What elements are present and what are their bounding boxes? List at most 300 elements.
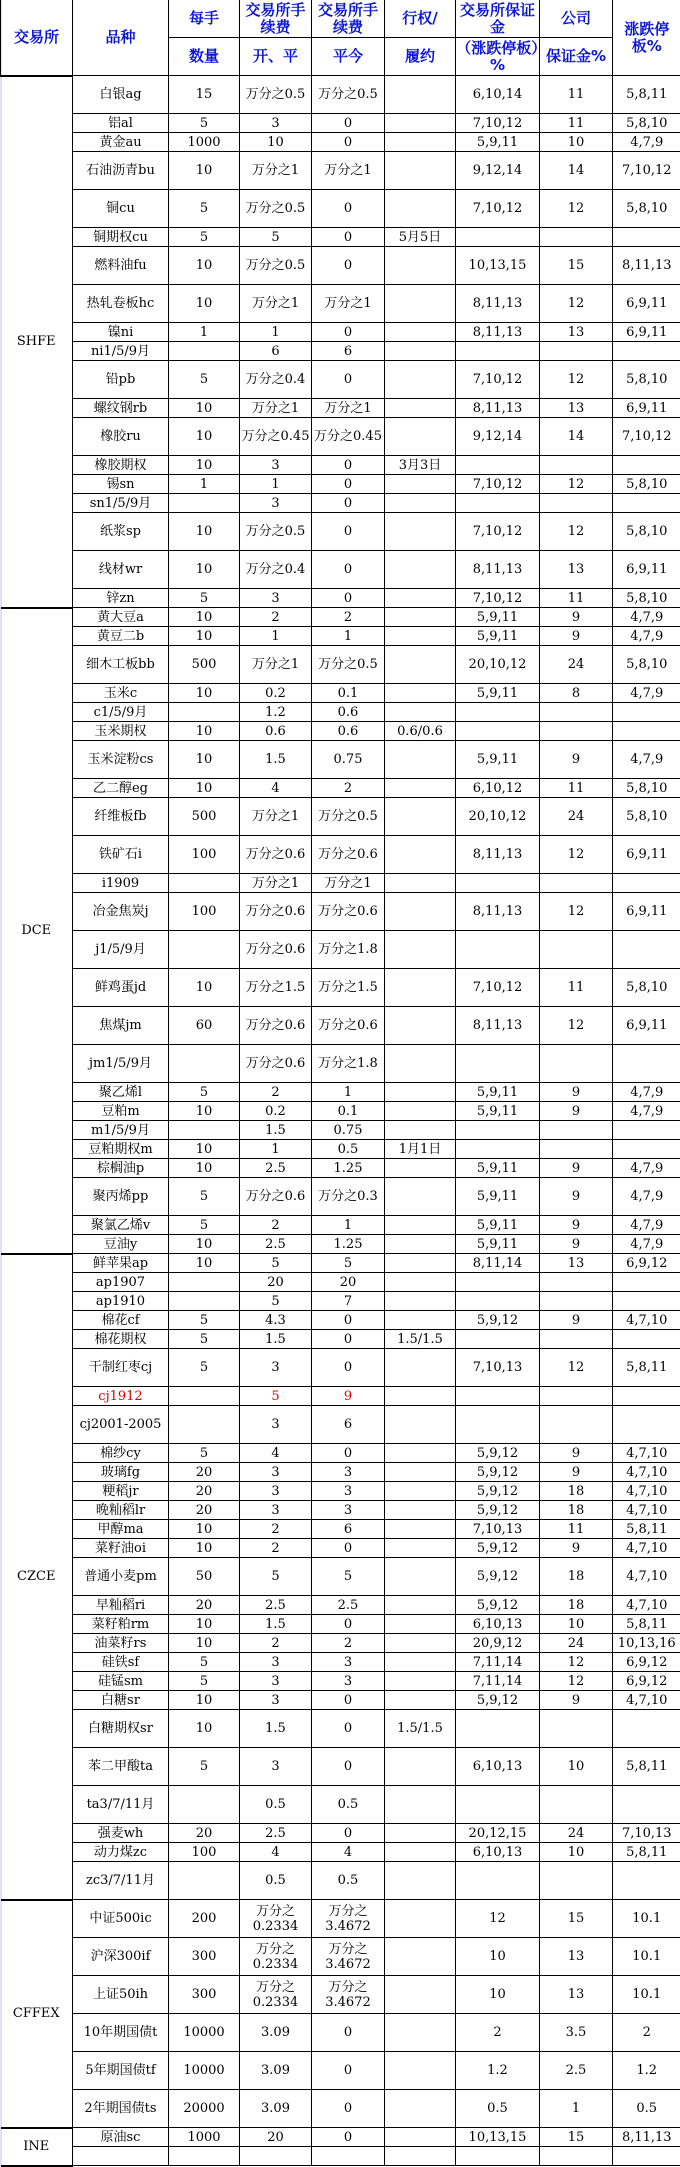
- lot-size-cell: [169, 931, 240, 969]
- fee-open-close-cell: 3: [240, 1482, 312, 1501]
- exchange-margin-cell: [456, 931, 540, 969]
- product-name-cell: c1/5/9月: [73, 703, 169, 722]
- table-row: [1, 1102, 680, 1121]
- product-name-cell: 棉花cf: [73, 1311, 169, 1330]
- price-limit-cell: [613, 1121, 680, 1140]
- price-limit-cell: 6,9,12: [613, 1672, 680, 1691]
- table-row: [1, 190, 680, 228]
- exercise-cell: [385, 76, 456, 114]
- lot-size-cell: 10: [169, 152, 240, 190]
- company-margin-cell: 8: [540, 684, 613, 703]
- lot-size-cell: 20: [169, 1501, 240, 1520]
- lot-size-cell: 10: [169, 722, 240, 741]
- table-row: [1, 1824, 680, 1843]
- table-row: [1, 1558, 680, 1596]
- exercise-cell: [385, 247, 456, 285]
- company-margin-cell: [540, 1273, 613, 1292]
- table-row: [1, 342, 680, 361]
- lot-size-cell: [169, 1045, 240, 1083]
- price-limit-cell: 7,10,12: [613, 152, 680, 190]
- exercise-cell: [385, 1558, 456, 1596]
- exchange-margin-cell: 5,9,11: [456, 133, 540, 152]
- table-row: [1, 2014, 680, 2052]
- exercise-cell: [385, 1463, 456, 1482]
- company-margin-cell: 12: [540, 836, 613, 874]
- company-margin-cell: [540, 1710, 613, 1748]
- fee-open-close-cell: 万分之0.4: [240, 361, 312, 399]
- company-margin-cell: 12: [540, 190, 613, 228]
- exchange-margin-cell: 1.2: [456, 2052, 540, 2090]
- fee-close-today-cell: 9: [312, 1387, 385, 1406]
- fee-close-today-cell: 3: [312, 1501, 385, 1520]
- fee-close-today-cell: 5: [312, 1254, 385, 1273]
- company-margin-cell: 15: [540, 247, 613, 285]
- table-row: [1, 1311, 680, 1330]
- fee-close-today-cell: 0: [312, 551, 385, 589]
- exchange-margin-cell: 8,11,13: [456, 1007, 540, 1045]
- company-margin-cell: 13: [540, 1254, 613, 1273]
- company-margin-cell: 11: [540, 589, 613, 608]
- table-row: [1, 1596, 680, 1615]
- fee-close-today-cell: 0: [312, 2014, 385, 2052]
- lot-size-cell: 20: [169, 1463, 240, 1482]
- price-limit-cell: [613, 1140, 680, 1159]
- product-name-cell: ta3/7/11月: [73, 1786, 169, 1824]
- company-margin-cell: 18: [540, 1558, 613, 1596]
- exchange-cell: SHFE: [1, 76, 73, 608]
- lot-size-cell: 5: [169, 361, 240, 399]
- product-name-cell: m1/5/9月: [73, 1121, 169, 1140]
- table-row: [1, 779, 680, 798]
- product-name-cell: 干制红枣cj: [73, 1349, 169, 1387]
- exchange-margin-cell: 6,10,14: [456, 76, 540, 114]
- product-name-cell: 粳稻jr: [73, 1482, 169, 1501]
- exercise-cell: [385, 2052, 456, 2090]
- exercise-cell: 1月1日: [385, 1140, 456, 1159]
- price-limit-cell: 4,7,10: [613, 1558, 680, 1596]
- fee-open-close-cell: 2.5: [240, 1159, 312, 1178]
- price-limit-cell: 4,7,9: [613, 684, 680, 703]
- product-name-cell: 燃料油fu: [73, 247, 169, 285]
- product-name-cell: ap1907: [73, 1273, 169, 1292]
- table-row: [1, 1216, 680, 1235]
- table-row: [1, 1444, 680, 1463]
- fee-open-close-cell: 2.5: [240, 1824, 312, 1843]
- product-name-cell: 橡胶ru: [73, 418, 169, 456]
- price-limit-cell: 4,7,9: [613, 1102, 680, 1121]
- fee-open-close-cell: 1.5: [240, 1330, 312, 1349]
- lot-size-cell: 10: [169, 1520, 240, 1539]
- company-margin-cell: 9: [540, 1216, 613, 1235]
- fee-open-close-cell: 0.2: [240, 684, 312, 703]
- fee-close-today-cell: 0: [312, 1615, 385, 1634]
- company-margin-cell: [540, 931, 613, 969]
- product-name-cell: 石油沥青bu: [73, 152, 169, 190]
- price-limit-cell: [613, 722, 680, 741]
- lot-size-cell: 10: [169, 969, 240, 1007]
- company-margin-cell: 9: [540, 1235, 613, 1254]
- price-limit-cell: [613, 456, 680, 475]
- exercise-cell: [385, 1102, 456, 1121]
- lot-size-cell: 10: [169, 779, 240, 798]
- price-limit-cell: 5,8,11: [613, 76, 680, 114]
- fee-open-close-cell: 2.5: [240, 1596, 312, 1615]
- table-row: [1, 418, 680, 456]
- fee-open-close-cell: [240, 2147, 312, 2166]
- exchange-margin-cell: 7,10,13: [456, 1349, 540, 1387]
- company-margin-cell: 12: [540, 475, 613, 494]
- lot-size-cell: 10: [169, 551, 240, 589]
- price-limit-cell: 10.1: [613, 1938, 680, 1976]
- fee-open-close-cell: 3: [240, 589, 312, 608]
- exercise-cell: 1.5/1.5: [385, 1710, 456, 1748]
- exercise-cell: [385, 1159, 456, 1178]
- product-name-cell: jm1/5/9月: [73, 1045, 169, 1083]
- product-name-cell: 铝al: [73, 114, 169, 133]
- table-row: [1, 2128, 680, 2147]
- company-margin-cell: 12: [540, 1349, 613, 1387]
- lot-size-cell: 10: [169, 1615, 240, 1634]
- price-limit-cell: 2: [613, 2014, 680, 2052]
- exchange-margin-cell: 8,11,13: [456, 893, 540, 931]
- exchange-margin-cell: 0.5: [456, 2090, 540, 2128]
- exercise-cell: [385, 1520, 456, 1539]
- fee-open-close-cell: 1: [240, 1140, 312, 1159]
- product-name-cell: 玉米c: [73, 684, 169, 703]
- fee-open-close-cell: 2: [240, 1083, 312, 1102]
- exchange-margin-cell: 8,11,13: [456, 836, 540, 874]
- header-fee-today-top: 交易所手续费: [312, 0, 385, 38]
- fee-close-today-cell: 0: [312, 190, 385, 228]
- price-limit-cell: 6,9,12: [613, 1653, 680, 1672]
- fee-close-today-cell: 0: [312, 1539, 385, 1558]
- exchange-margin-cell: 5,9,12: [456, 1463, 540, 1482]
- fee-close-today-cell: 0: [312, 475, 385, 494]
- fee-open-close-cell: 3: [240, 1653, 312, 1672]
- product-name-cell: 苯二甲酸ta: [73, 1748, 169, 1786]
- product-name-cell: 豆粕期权m: [73, 1140, 169, 1159]
- fee-close-today-cell: 3: [312, 1463, 385, 1482]
- lot-size-cell: 5: [169, 1653, 240, 1672]
- lot-size-cell: 20000: [169, 2090, 240, 2128]
- company-margin-cell: 9: [540, 1159, 613, 1178]
- product-name-cell: 纤维板fb: [73, 798, 169, 836]
- exercise-cell: [385, 285, 456, 323]
- exchange-margin-cell: [456, 1406, 540, 1444]
- product-name-cell: 硅铁sf: [73, 1653, 169, 1672]
- fee-close-today-cell: 0: [312, 1311, 385, 1330]
- product-name-cell: 早籼稻ri: [73, 1596, 169, 1615]
- exercise-cell: [385, 323, 456, 342]
- exchange-margin-cell: 5,9,12: [456, 1311, 540, 1330]
- company-margin-cell: 15: [540, 1900, 613, 1938]
- exchange-margin-cell: 5,9,11: [456, 1083, 540, 1102]
- lot-size-cell: 10: [169, 399, 240, 418]
- fee-open-close-cell: 万分之0.6: [240, 1007, 312, 1045]
- fee-open-close-cell: 4: [240, 1843, 312, 1862]
- table-row: [1, 741, 680, 779]
- company-margin-cell: 9: [540, 627, 613, 646]
- price-limit-cell: 4,7,9: [613, 1216, 680, 1235]
- company-margin-cell: [540, 342, 613, 361]
- fee-close-today-cell: 0: [312, 1710, 385, 1748]
- fee-open-close-cell: 万分之0.6: [240, 1045, 312, 1083]
- fee-open-close-cell: 万分之1: [240, 646, 312, 684]
- exchange-margin-cell: 20,10,12: [456, 798, 540, 836]
- lot-size-cell: [169, 494, 240, 513]
- exchange-margin-cell: [456, 494, 540, 513]
- fee-open-close-cell: 万分之0.6: [240, 931, 312, 969]
- fee-open-close-cell: 1: [240, 627, 312, 646]
- table-row: [1, 361, 680, 399]
- lot-size-cell: 5: [169, 114, 240, 133]
- company-margin-cell: 13: [540, 323, 613, 342]
- fee-close-today-cell: 0.6: [312, 722, 385, 741]
- table-row: [1, 494, 680, 513]
- fee-open-close-cell: 3: [240, 114, 312, 133]
- price-limit-cell: 10.1: [613, 1976, 680, 2014]
- fee-close-today-cell: 0: [312, 494, 385, 513]
- fee-open-close-cell: 0.2: [240, 1102, 312, 1121]
- table-row: [1, 475, 680, 494]
- price-limit-cell: 4,7,10: [613, 1691, 680, 1710]
- exchange-margin-cell: 9,12,14: [456, 418, 540, 456]
- lot-size-cell: 5: [169, 1311, 240, 1330]
- exchange-margin-cell: 6,10,13: [456, 1615, 540, 1634]
- product-name-cell: 强麦wh: [73, 1824, 169, 1843]
- fee-open-close-cell: 1: [240, 475, 312, 494]
- fee-open-close-cell: 5: [240, 1292, 312, 1311]
- company-margin-cell: [540, 1121, 613, 1140]
- fee-close-today-cell: 3: [312, 1672, 385, 1691]
- exchange-margin-cell: 7,10,12: [456, 114, 540, 133]
- fee-close-today-cell: 7: [312, 1292, 385, 1311]
- product-name-cell: 热轧卷板hc: [73, 285, 169, 323]
- exchange-margin-cell: 10: [456, 1938, 540, 1976]
- table-row: [1, 1330, 680, 1349]
- lot-size-cell: 10: [169, 627, 240, 646]
- company-margin-cell: 12: [540, 1653, 613, 1672]
- company-margin-cell: [540, 228, 613, 247]
- lot-size-cell: 500: [169, 798, 240, 836]
- fee-open-close-cell: 万分之1: [240, 285, 312, 323]
- fee-close-today-cell: 0.5: [312, 1786, 385, 1824]
- exchange-cell: INE: [1, 2128, 73, 2166]
- product-name-cell: 鲜鸡蛋jd: [73, 969, 169, 1007]
- exchange-margin-cell: 5,9,11: [456, 684, 540, 703]
- company-margin-cell: 9: [540, 1102, 613, 1121]
- product-name-cell: 豆油y: [73, 1235, 169, 1254]
- exchange-margin-cell: 7,10,13: [456, 1520, 540, 1539]
- product-name-cell: 橡胶期权: [73, 456, 169, 475]
- exercise-cell: [385, 1083, 456, 1102]
- price-limit-cell: 5,8,10: [613, 361, 680, 399]
- price-limit-cell: [613, 1273, 680, 1292]
- fee-open-close-cell: 0.5: [240, 1862, 312, 1900]
- price-limit-cell: 5,8,10: [613, 779, 680, 798]
- fee-open-close-cell: 1.5: [240, 1710, 312, 1748]
- company-margin-cell: [540, 494, 613, 513]
- company-margin-cell: 13: [540, 1976, 613, 2014]
- fee-close-today-cell: 0.75: [312, 1121, 385, 1140]
- table-row: [1, 399, 680, 418]
- fee-close-today-cell: 0: [312, 133, 385, 152]
- fee-close-today-cell: 2.5: [312, 1596, 385, 1615]
- fee-open-close-cell: 20: [240, 2128, 312, 2147]
- exercise-cell: [385, 418, 456, 456]
- fee-close-today-cell: 6: [312, 1406, 385, 1444]
- exchange-margin-cell: [456, 703, 540, 722]
- lot-size-cell: 100: [169, 1843, 240, 1862]
- company-margin-cell: 9: [540, 1444, 613, 1463]
- price-limit-cell: [613, 1292, 680, 1311]
- exchange-margin-cell: 7,10,12: [456, 969, 540, 1007]
- product-name-cell: 普通小麦pm: [73, 1558, 169, 1596]
- exercise-cell: [385, 779, 456, 798]
- fee-close-today-cell: 0: [312, 1691, 385, 1710]
- price-limit-cell: 5,8,10: [613, 114, 680, 133]
- lot-size-cell: 10: [169, 1691, 240, 1710]
- exercise-cell: [385, 931, 456, 969]
- header-fee-open-bottom: 开、平: [240, 38, 312, 76]
- lot-size-cell: 10: [169, 1539, 240, 1558]
- table-row: [1, 285, 680, 323]
- fee-open-close-cell: 万分之0.5: [240, 76, 312, 114]
- lot-size-cell: 1: [169, 323, 240, 342]
- lot-size-cell: 50: [169, 1558, 240, 1596]
- exchange-margin-cell: [456, 1862, 540, 1900]
- header-fee-today-bottom: 平今: [312, 38, 385, 76]
- exchange-margin-cell: 7,10,12: [456, 589, 540, 608]
- table-row: [1, 1672, 680, 1691]
- fee-open-close-cell: 万分之0.5: [240, 247, 312, 285]
- table-row: [1, 1900, 680, 1938]
- price-limit-cell: [613, 342, 680, 361]
- company-margin-cell: 9: [540, 1178, 613, 1216]
- exchange-margin-cell: [456, 874, 540, 893]
- price-limit-cell: 4,7,10: [613, 1463, 680, 1482]
- exchange-margin-cell: 6,10,12: [456, 779, 540, 798]
- price-limit-cell: 4,7,9: [613, 627, 680, 646]
- company-margin-cell: 11: [540, 76, 613, 114]
- fee-open-close-cell: 万分之0.4: [240, 551, 312, 589]
- company-margin-cell: 24: [540, 1634, 613, 1653]
- table-row: [1, 152, 680, 190]
- exercise-cell: [385, 114, 456, 133]
- table-row: [1, 114, 680, 133]
- price-limit-cell: 4,7,9: [613, 1178, 680, 1216]
- product-name-cell: 冶金焦炭j: [73, 893, 169, 931]
- exchange-margin-cell: [456, 1292, 540, 1311]
- fee-open-close-cell: 2: [240, 1634, 312, 1653]
- company-margin-cell: 10: [540, 1748, 613, 1786]
- exercise-cell: [385, 1311, 456, 1330]
- price-limit-cell: [613, 2147, 680, 2166]
- fee-close-today-cell: [312, 2147, 385, 2166]
- lot-size-cell: 10: [169, 1254, 240, 1273]
- company-margin-cell: 13: [540, 551, 613, 589]
- lot-size-cell: 5: [169, 1444, 240, 1463]
- table-row: [1, 703, 680, 722]
- product-name-cell: 2年期国债ts: [73, 2090, 169, 2128]
- lot-size-cell: 20: [169, 1482, 240, 1501]
- fee-open-close-cell: 3: [240, 1501, 312, 1520]
- table-row: [1, 1976, 680, 2014]
- product-name-cell: sn1/5/9月: [73, 494, 169, 513]
- company-margin-cell: 11: [540, 969, 613, 1007]
- exchange-margin-cell: 5,9,11: [456, 1102, 540, 1121]
- exercise-cell: [385, 1862, 456, 1900]
- fee-close-today-cell: 4: [312, 1843, 385, 1862]
- company-margin-cell: 14: [540, 152, 613, 190]
- fee-close-today-cell: 0.6: [312, 703, 385, 722]
- company-margin-cell: [540, 722, 613, 741]
- fee-open-close-cell: 5: [240, 1558, 312, 1596]
- fee-close-today-cell: 0: [312, 323, 385, 342]
- table-row: [1, 2052, 680, 2090]
- product-name-cell: j1/5/9月: [73, 931, 169, 969]
- fee-close-today-cell: 万分之1: [312, 399, 385, 418]
- price-limit-cell: [613, 228, 680, 247]
- product-name-cell: ni1/5/9月: [73, 342, 169, 361]
- company-margin-cell: [540, 874, 613, 893]
- exercise-cell: [385, 513, 456, 551]
- fee-close-today-cell: 0: [312, 1444, 385, 1463]
- fee-close-today-cell: 0: [312, 2052, 385, 2090]
- table-row: [1, 1862, 680, 1900]
- fee-open-close-cell: 万分之1.5: [240, 969, 312, 1007]
- fee-open-close-cell: 3: [240, 1672, 312, 1691]
- exchange-margin-cell: 6,10,13: [456, 1843, 540, 1862]
- lot-size-cell: 10: [169, 741, 240, 779]
- fee-close-today-cell: 2: [312, 779, 385, 798]
- table-row: [1, 2090, 680, 2128]
- fee-close-today-cell: 万分之0.5: [312, 646, 385, 684]
- exercise-cell: [385, 1653, 456, 1672]
- fee-close-today-cell: 0: [312, 1349, 385, 1387]
- fee-open-close-cell: 3.09: [240, 2014, 312, 2052]
- product-name-cell: 玻璃fg: [73, 1463, 169, 1482]
- price-limit-cell: 1.2: [613, 2052, 680, 2090]
- exchange-margin-cell: 7,10,12: [456, 190, 540, 228]
- lot-size-cell: 500: [169, 646, 240, 684]
- product-name-cell: 纸浆sp: [73, 513, 169, 551]
- company-margin-cell: 10: [540, 1615, 613, 1634]
- price-limit-cell: 4,7,9: [613, 741, 680, 779]
- exercise-cell: [385, 1045, 456, 1083]
- fee-close-today-cell: 0: [312, 2128, 385, 2147]
- lot-size-cell: 1: [169, 475, 240, 494]
- company-margin-cell: 11: [540, 779, 613, 798]
- fee-open-close-cell: 1.5: [240, 741, 312, 779]
- price-limit-cell: 4,7,10: [613, 1501, 680, 1520]
- company-margin-cell: [540, 1406, 613, 1444]
- product-name-cell: 黄金au: [73, 133, 169, 152]
- product-name-cell: 沪深300if: [73, 1938, 169, 1976]
- price-limit-cell: 4,7,9: [613, 133, 680, 152]
- fee-close-today-cell: 2: [312, 1634, 385, 1653]
- exercise-cell: [385, 1482, 456, 1501]
- fee-open-close-cell: 万分之1: [240, 152, 312, 190]
- header-co-margin-bottom: 保证金%: [540, 38, 613, 76]
- exchange-margin-cell: [456, 456, 540, 475]
- price-limit-cell: 4,7,10: [613, 1539, 680, 1558]
- exercise-cell: [385, 589, 456, 608]
- product-name-cell: 锡sn: [73, 475, 169, 494]
- product-name-cell: 白糖期权sr: [73, 1710, 169, 1748]
- product-name-cell: 玉米期权: [73, 722, 169, 741]
- fee-close-today-cell: 20: [312, 1273, 385, 1292]
